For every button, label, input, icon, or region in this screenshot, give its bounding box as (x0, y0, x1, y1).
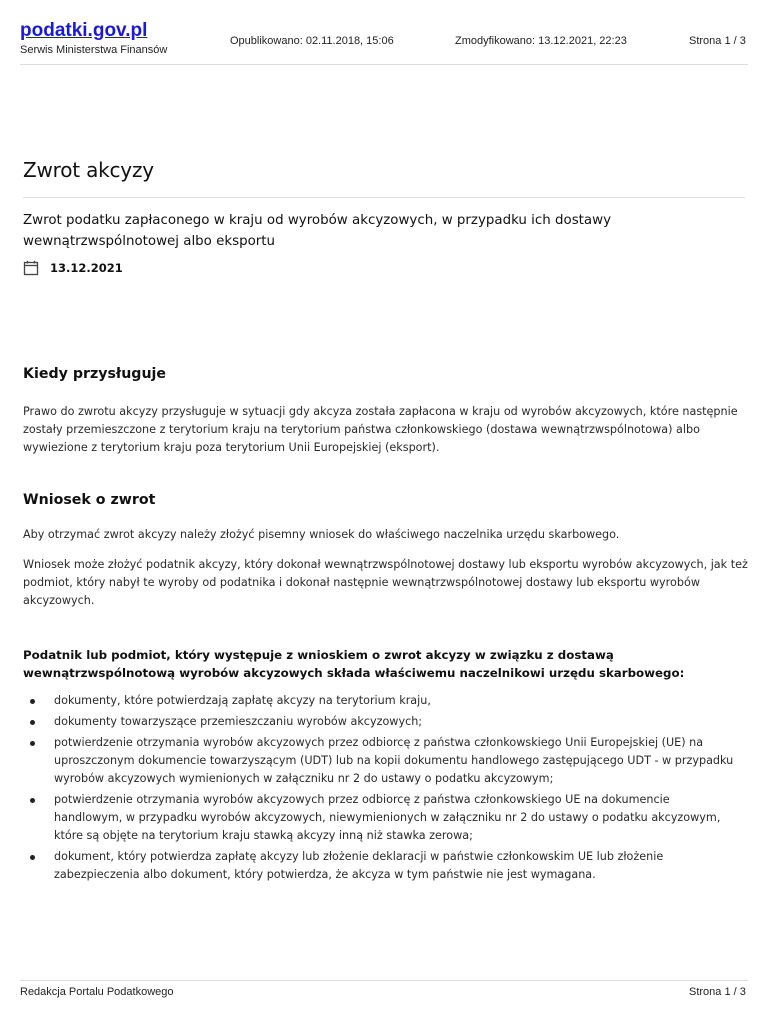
page-title: Zwrot akcyzy (23, 158, 154, 182)
documents-list (23, 692, 737, 887)
bullet-icon (30, 798, 35, 803)
header-divider (20, 64, 748, 65)
paragraph-wniosek-1: Aby otrzymać zwrot akcyzy należy złożyć pisemny wniosek do właściwego naczelnika urzędu skarbowego. (23, 528, 620, 541)
bullet-icon (30, 699, 35, 704)
date-text: 13.12.2021 (50, 261, 123, 275)
site-subtitle: Serwis Ministerstwa Finansów (20, 44, 168, 56)
list-item-text: dokumenty towarzyszące przemieszczaniu wyrobów akcyzowych; (54, 715, 423, 728)
list-item-text: dokument, który potwierdza zapłatę akcyzy lub złożenie deklaracji w państwie członkowskim UE lub złożenie zabezpieczenia albo dokument, który potwierdza, że akcyza w tym państwie nie jest wymagana. (54, 850, 664, 881)
list-item (23, 791, 737, 845)
list-item-text: potwierdzenie otrzymania wyrobów akcyzowych przez odbiorcę z państwa członkowskiego Unii Europejskiej (UE) na uproszczonym dokumencie towarzyszącym (UDT) lub na kopii dokumentu handlowego zastępującego UDT - w przypadku wyrobów akcyzowych wymienionych w załączniku nr 2 do ustawy o podatku akcyzowym; (54, 736, 734, 785)
bullet-icon (30, 720, 35, 725)
list-item (23, 692, 737, 710)
footer-divider (20, 980, 748, 981)
section-heading-wniosek: Wniosek o zwrot (23, 492, 156, 508)
page-number: Strona 1 / 3 (689, 35, 746, 47)
bullet-icon (30, 741, 35, 746)
paragraph-wniosek-2: Wniosek może złożyć podatnik akcyzy, który dokonał wewnątrzwspólnotowej dostawy lub eksportu wyrobów akcyzowych, jak też podmiot, który nabył te wyroby od podatnika i dokonał następnie wewnątrzwspólnotowej dostawy lub eksportu wyrobów akcyzowych. (23, 558, 748, 607)
paragraph-kiedy: Prawo do zwrotu akcyzy przysługuje w sytuacji gdy akcyza została zapłacona w kraju od wyrobów akcyzowych, które następnie zostały przemieszczone z terytorium kraju na terytorium państwa członkowskiego (dostawa wewnątrzwspólnotowa) albo wywiezione z terytorium kraju poza terytorium Unii Europejskiej (eksport). (23, 405, 738, 454)
bullet-icon (30, 855, 35, 860)
footer-editor: Redakcja Portalu Podatkowego (20, 986, 174, 998)
documents-intro: Podatnik lub podmiot, który występuje z wnioskiem o zwrot akcyzy w związku z dostawą wewnątrzwspólnotową wyrobów akcyzowych składa właściwemu naczelnikowi urzędu skarbowego: (23, 648, 685, 680)
list-item (23, 734, 737, 788)
calendar-icon (23, 260, 39, 276)
section-heading-kiedy: Kiedy przysługuje (23, 366, 167, 382)
modified-date: Zmodyfikowano: 13.12.2021, 22:23 (455, 35, 627, 47)
footer-page-number: Strona 1 / 3 (689, 986, 746, 998)
list-item-text: potwierdzenie otrzymania wyrobów akcyzowych przez odbiorcę z państwa członkowskiego UE na dokumencie handlowym, w przypadku wyrobów akcyzowych, niewymienionych w załączniku nr 2 do ustawy o podatku akcyzowym, które są objęte na terytorium kraju stawką akcyzy inną niż stawka zerowa; (54, 793, 721, 842)
page-header (0, 0, 768, 66)
article-subtitle: Zwrot podatku zapłaconego w kraju od wyrobów akcyzowych, w przypadku ich dostawy wewnątrzwspólnotowej albo eksportu (23, 213, 612, 249)
list-item (23, 713, 737, 731)
title-divider (23, 197, 745, 198)
published-date: Opublikowano: 02.11.2018, 15:06 (230, 35, 394, 47)
site-logo-link[interactable]: podatki.gov.pl (20, 20, 148, 41)
list-item-text: dokumenty, które potwierdzają zapłatę akcyzy na terytorium kraju, (54, 694, 431, 707)
list-item (23, 848, 737, 884)
